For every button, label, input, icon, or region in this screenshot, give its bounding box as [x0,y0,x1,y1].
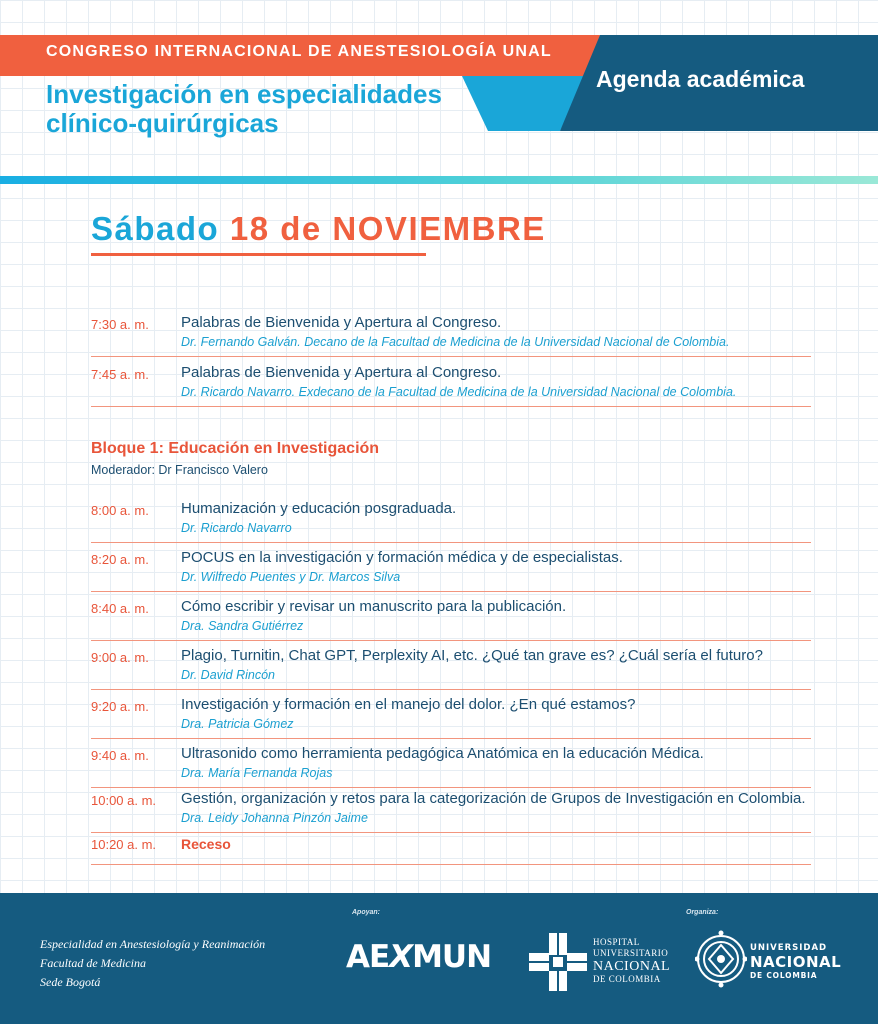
agenda-time: 8:40 a. m. [91,601,149,616]
agenda-time: 8:00 a. m. [91,503,149,518]
agenda-row [91,696,811,739]
agenda-speaker: Dra. Leidy Johanna Pinzón Jaime [181,811,368,825]
congress-title: CONGRESO INTERNACIONAL DE ANESTESIOLOGÍA UNAL [46,43,552,60]
hospital-logo-text [593,937,670,985]
agenda-speaker: Dr. Fernando Galván. Decano de la Facultad de Medicina de la Universidad Nacional de Colombia. [181,335,730,349]
agenda-time: 10:20 a. m. [91,837,157,852]
agenda-speaker: Dr. Ricardo Navarro [181,521,292,535]
agenda-title: Gestión, organización y retos para la categorización de Grupos de Investigación en Colombia. [181,790,806,807]
footer-campus: Sede Bogotá [40,975,101,989]
agenda-time: 7:45 a. m. [91,367,149,382]
agenda-title: Ultrasonido como herramienta pedagógica Anatómica en la educación Médica. [181,745,704,762]
agenda-speaker: Dr. Wilfredo Puentes y Dr. Marcos Silva [181,570,401,584]
block-moderator: Moderador: Dr Francisco Valero [91,463,268,477]
row-divider [91,787,811,788]
hospital-line-4: DE COLOMBIA [593,974,661,984]
agenda-speaker: Dr. David Rincón [181,668,276,682]
agenda-time: 8:20 a. m. [91,552,149,567]
congress-tagline: Investigación en especialidades clínico-quirúrgicas [46,79,442,138]
date-rest: 18 de NOVIEMBRE [229,210,546,247]
agenda-title: Plagio, Turnitin, Chat GPT, Perplexity AI, etc. ¿Qué tan grave es? ¿Cuál sería el futuro? [181,647,763,664]
agenda-row [91,745,811,788]
agenda-time: 9:00 a. m. [91,650,149,665]
agenda-row [91,549,811,592]
footer-info [40,935,265,992]
support-label: Apoyan: [352,909,380,916]
row-divider [91,542,811,543]
agenda-time: 9:40 a. m. [91,748,149,763]
agenda-row [91,500,811,543]
agenda-row-recess [91,837,811,865]
hospital-cross-icon [527,931,589,993]
block-title: Bloque 1: Educación en Investigación [91,440,380,457]
agenda-row [91,647,811,690]
agenda-speaker: Dra. María Fernanda Rojas [181,766,333,780]
hospital-line-2: UNIVERSITARIO [593,948,669,958]
agenda-row [91,314,811,357]
agenda-title: Cómo escribir y revisar un manuscrito para la publicación. [181,598,567,615]
agenda-time: 10:00 a. m. [91,793,157,808]
row-divider [91,832,811,833]
row-divider [91,640,811,641]
agenda-row [91,790,811,833]
row-divider [91,864,811,865]
row-divider [91,356,811,357]
row-divider [91,689,811,690]
agenda-title: Palabras de Bienvenida y Apertura al Congreso. [181,314,502,331]
hospital-line-3: NACIONAL [593,959,671,974]
agenda-title: POCUS en la investigación y formación médica y de especialistas. [181,549,623,566]
row-divider [91,406,811,407]
aexmun-logo-part-b: MUN [412,939,492,975]
agenda-speaker: Dr. Ricardo Navarro. Exdecano de la Facultad de Medicina de la Universidad Nacional de Colombia. [181,385,737,399]
agenda-time: 9:20 a. m. [91,699,149,714]
gradient-divider [0,176,878,184]
organiza-label: Organiza: [686,909,719,916]
unal-line-2: NACIONAL [750,953,842,971]
date-heading [91,210,546,248]
footer [0,893,878,1024]
agenda-speaker: Dra. Sandra Gutiérrez [181,619,304,633]
agenda-title: Humanización y educación posgraduada. [181,500,457,517]
aexmun-logo-part-a: AE [346,939,390,975]
agenda-row [91,364,811,407]
footer-program: Especialidad en Anestesiología y Reanimación [40,937,266,951]
agenda-row [91,598,811,641]
agenda-label: Agenda académica [596,66,805,92]
unal-line-1: UNIVERSIDAD [750,943,828,953]
date-underline [91,253,426,256]
agenda-speaker: Dra. Patricia Gómez [181,717,294,731]
header [0,0,878,190]
unal-seal-icon [695,929,747,989]
agenda-time: 7:30 a. m. [91,317,149,332]
agenda-title: Investigación y formación en el manejo del dolor. ¿En qué estamos? [181,696,636,713]
aexmun-logo-part-x: X [389,939,413,975]
date-day: Sábado [91,210,220,247]
row-divider [91,738,811,739]
unal-logo-text [750,943,841,980]
recess-label: Receso [181,836,231,852]
row-divider [91,591,811,592]
hospital-line-1: HOSPITAL [593,937,640,947]
unal-line-3: DE COLOMBIA [750,971,818,980]
aexmun-logo [346,939,491,975]
agenda-title: Palabras de Bienvenida y Apertura al Congreso. [181,364,502,381]
footer-faculty: Facultad de Medicina [40,956,146,970]
